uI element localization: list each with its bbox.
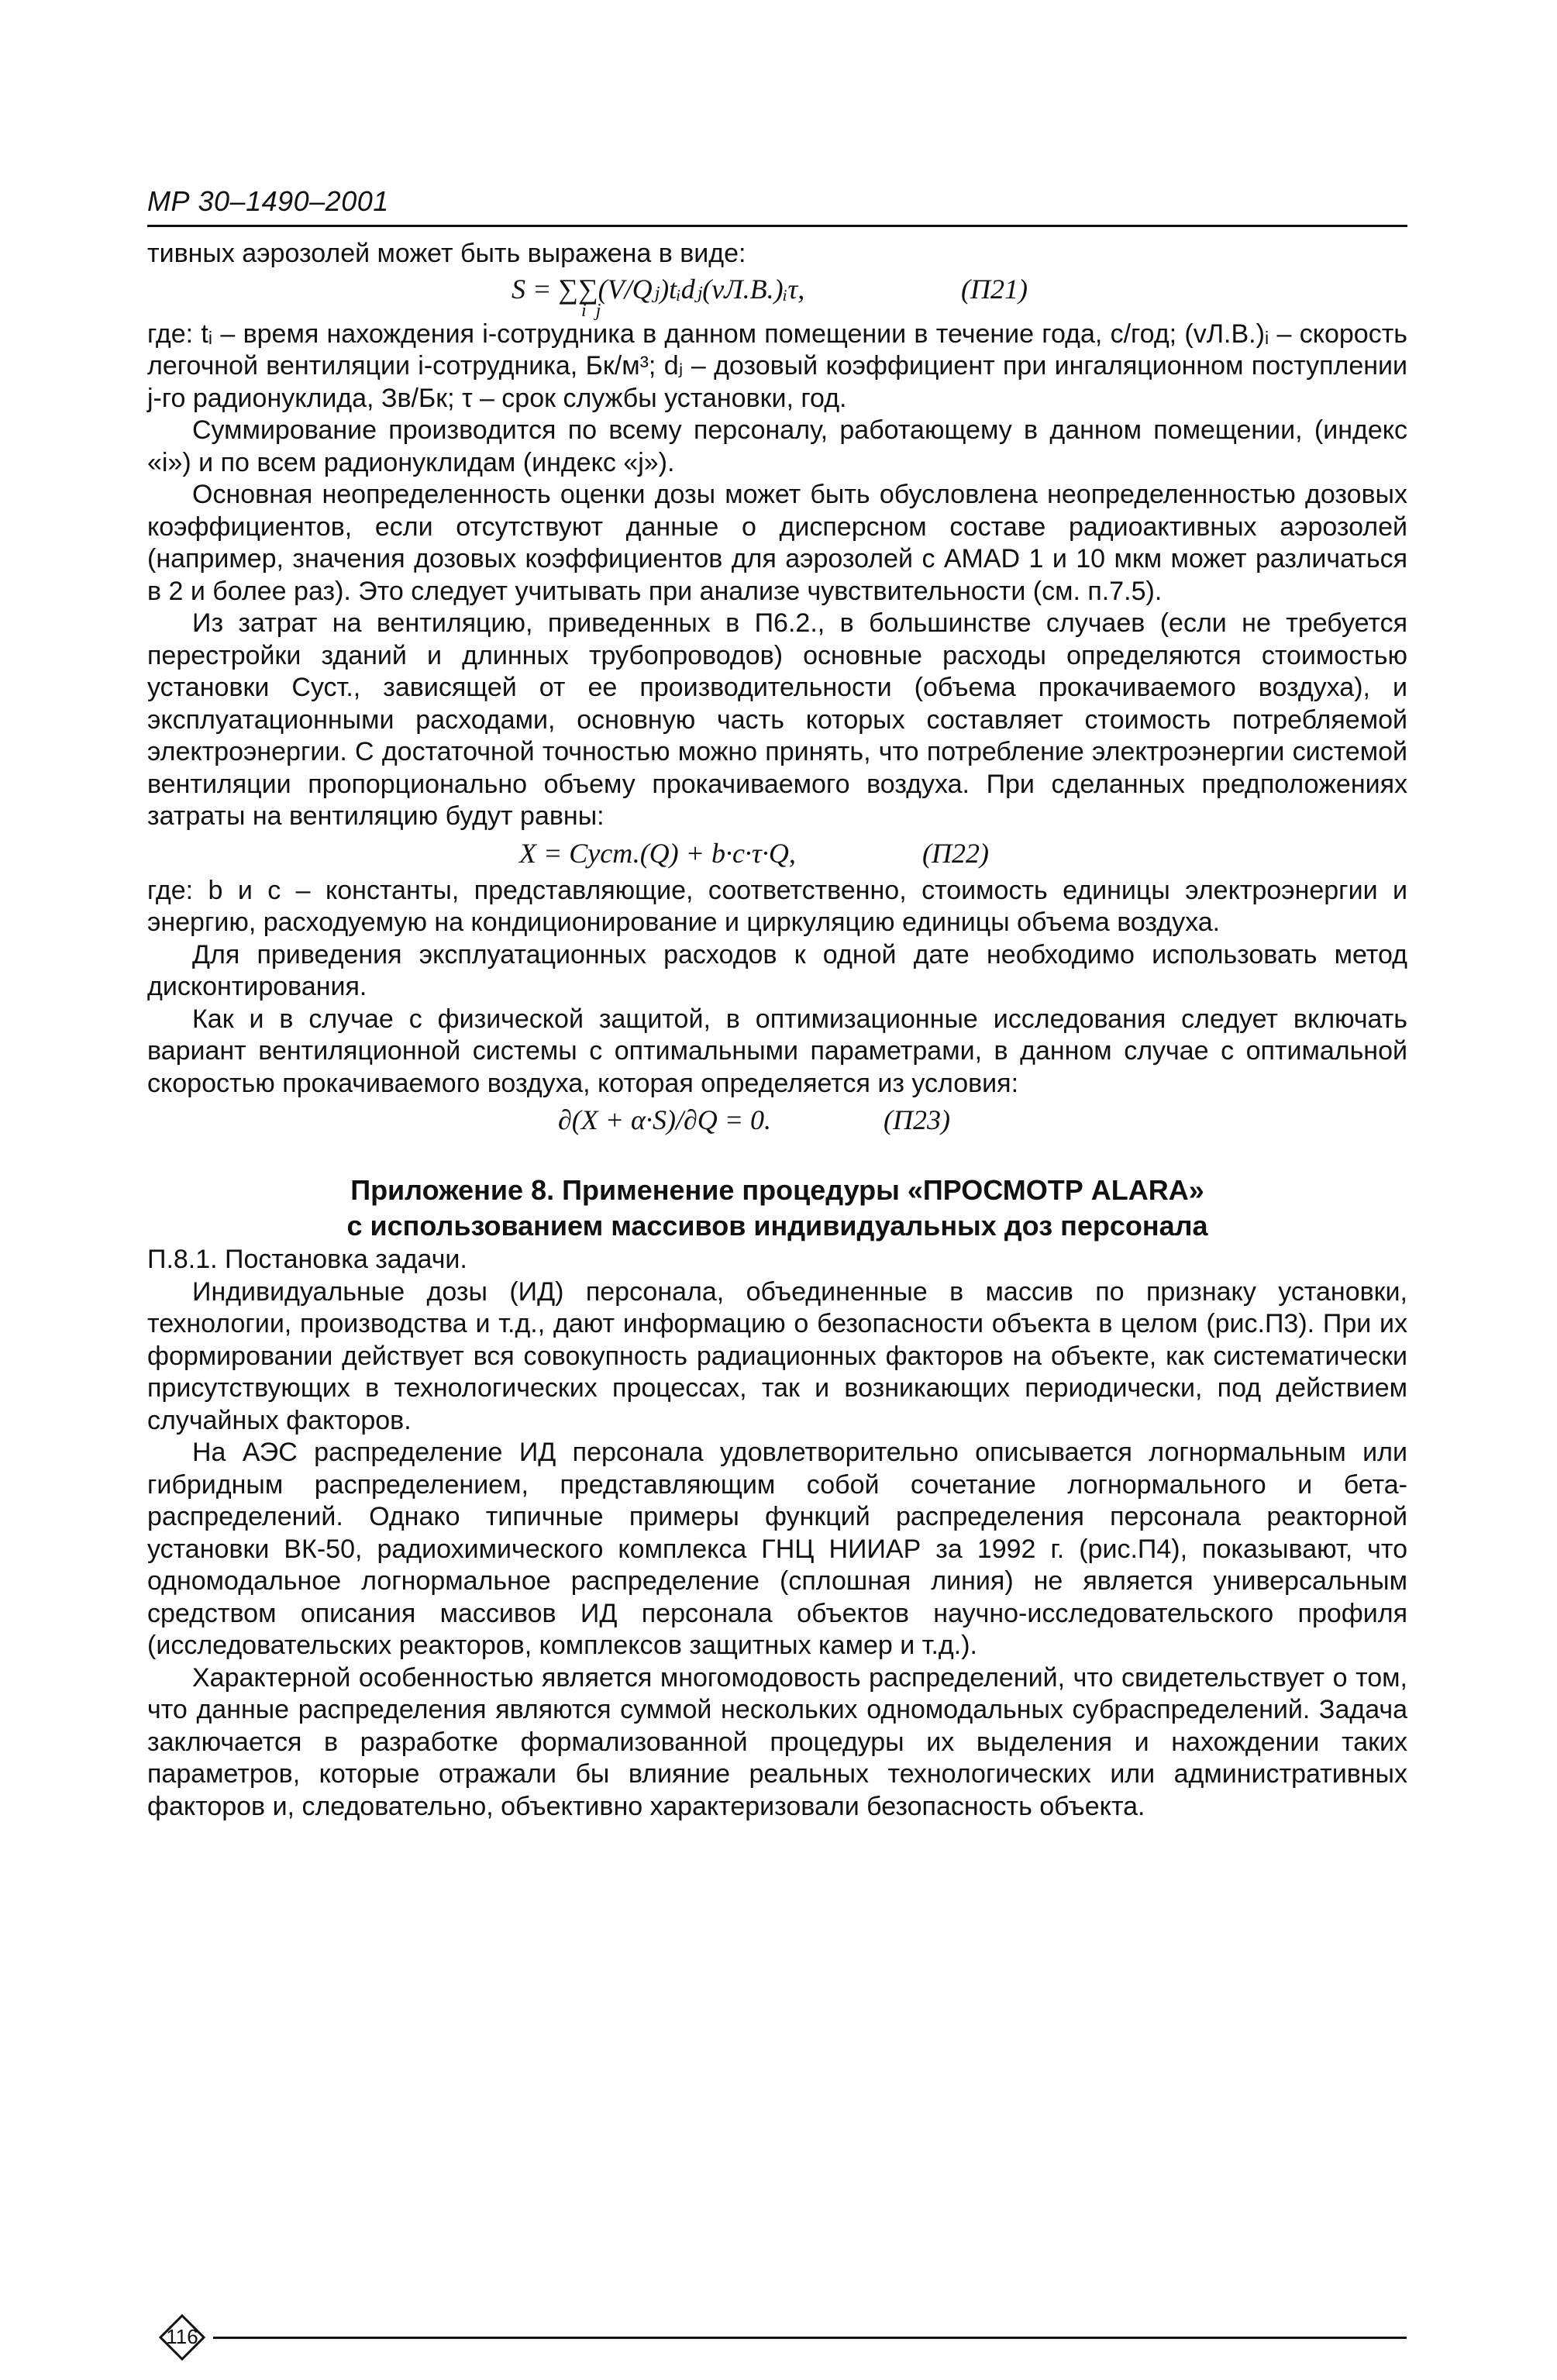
document-code: МР 30–1490–2001 bbox=[147, 185, 389, 217]
paragraph: Характерной особенностью является многомодовость распределений, что свидетельствует о том, что данные распределения являются суммой нескольких одномодальных субраспределений. Задача заключается в разработке формализованной процедуры их выделения и нахождении таких параметров, которые отражали бы влияние реальных технологических или административных факторов и, следовательно, объективно характеризовали безопасность объекта. bbox=[147, 1662, 1407, 1821]
paragraph: где: b и c – константы, представляющие, соответственно, стоимость единицы электроэнергии и энергию, расходуемую на кондиционирование и циркуляцию единицы объема воздуха. bbox=[147, 875, 1407, 937]
formula-p21 bbox=[147, 270, 1407, 319]
header-rule bbox=[147, 225, 1407, 227]
paragraph: Индивидуальные дозы (ИД) персонала, объединенные в массив по признаку установки, технологии, производства и т.д., дают информацию о безопасности объекта в целом (рис.П3). При их формировании действует вся совокупность радиационных факторов на объекте, как систематически присутствующих в технологических процессах, так и возникающих периодически, под действием случайных факторов. bbox=[147, 1276, 1407, 1435]
paragraph: где: tᵢ – время нахождения i-сотрудника в данном помещении в течение года, с/год; (vЛ.В.)ᵢ – скорость легочной вентиляции i-сотрудника, Бк/м³; dⱼ – дозовый коэффициент при ингаляционном поступлении j-го радионуклида, Зв/Бк; τ – срок службы установки, год. bbox=[147, 319, 1407, 413]
appendix-title bbox=[147, 1173, 1407, 1244]
paragraph: Из затрат на вентиляцию, приведенных в П6.2., в большинстве случаев (если не требуется перестройки зданий и длинных трубопроводов) основные расходы определяются стоимостью установки Cуст., зависящей от ее производительности (объема прокачиваемого воздуха), и эксплуатационными расходами, основную часть которых составляет стоимость потребляемой электроэнергии. С достаточной точностью можно принять, что потребление электроэнергии системой вентиляции пропорционально объему прокачиваемого воздуха. При сделанных предположениях затраты на вентиляцию будут равны: bbox=[147, 608, 1407, 831]
paragraph: На АЭС распределение ИД персонала удовлетворительно описывается логнормальным или гибридным распределением, представляющим собой сочетание логнормального и бета-распределений. Однако типичные примеры функций распределения персонала реакторной установки ВК-50, радиохимического комплекса ГНЦ НИИАР за 1992 г. (рис.П4), показывают, что одномодальное логнормальное распределение (сплошная линия) не является универсальным средством описания массивов ИД персонала объектов научно-исследовательского профиля (исследовательских реакторов, комплексов защитных камер и т.д.). bbox=[147, 1438, 1407, 1660]
document-page bbox=[147, 184, 1407, 1823]
formula-p23 bbox=[147, 1100, 1407, 1142]
formula-p23-number: (П23) bbox=[884, 1104, 950, 1135]
footer-rule bbox=[213, 2337, 1407, 2339]
formula-p22 bbox=[147, 833, 1407, 875]
paragraph: тивных аэрозолей может быть выражена в виде: bbox=[147, 239, 746, 268]
paragraph: Суммирование производится по всему персоналу, работающему в данном помещении, (индекс «i») и по всем радионуклидам (индекс «j»). bbox=[147, 415, 1407, 477]
formula-p21-number: (П21) bbox=[961, 273, 1028, 305]
paragraph: Основная неопределенность оценки дозы может быть обусловлена неопределенностью дозовых коэффициентов, если отсутствуют данные о дисперсном составе радиоактивных аэрозолей (например, значения дозовых коэффициентов для аэрозолей с AMAD 1 и 10 мкм может различаться в 2 и более раз). Это следует учитывать при анализе чувствительности (см. п.7.5). bbox=[147, 480, 1407, 606]
formula-p21-indices: i j bbox=[581, 300, 601, 321]
paragraph: Для приведения эксплуатационных расходов к одной дате необходимо использовать метод дисконтирования. bbox=[147, 939, 1407, 1001]
page-footer bbox=[151, 2308, 1407, 2370]
formula-p22-number: (П22) bbox=[922, 837, 989, 869]
formula-p22-expression: X = Cуст.(Q) + b·c·τ·Q, bbox=[519, 837, 796, 869]
section-heading: П.8.1. Постановка задачи. bbox=[147, 1245, 467, 1274]
appendix-title-line-2: с использованием массивов индивидуальных доз персонала bbox=[346, 1210, 1208, 1242]
formula-p21-expression: S = ∑∑(V/Qⱼ)tᵢdⱼ(vЛ.В.)ᵢτ, bbox=[512, 273, 805, 305]
formula-p23-expression: ∂(X + α·S)/∂Q = 0. bbox=[558, 1104, 772, 1135]
paragraph: Как и в случае с физической защитой, в оптимизационные исследования следует включать вариант вентиляционной системы с оптимальными параметрами, в данном случае с оптимальной скоростью прокачиваемого воздуха, которая определяется из условия: bbox=[147, 1004, 1407, 1098]
appendix-title-line-1: Приложение 8. Применение процедуры «ПРОСМОТР ALARA» bbox=[350, 1174, 1204, 1206]
page-number: 116 bbox=[166, 2325, 198, 2348]
